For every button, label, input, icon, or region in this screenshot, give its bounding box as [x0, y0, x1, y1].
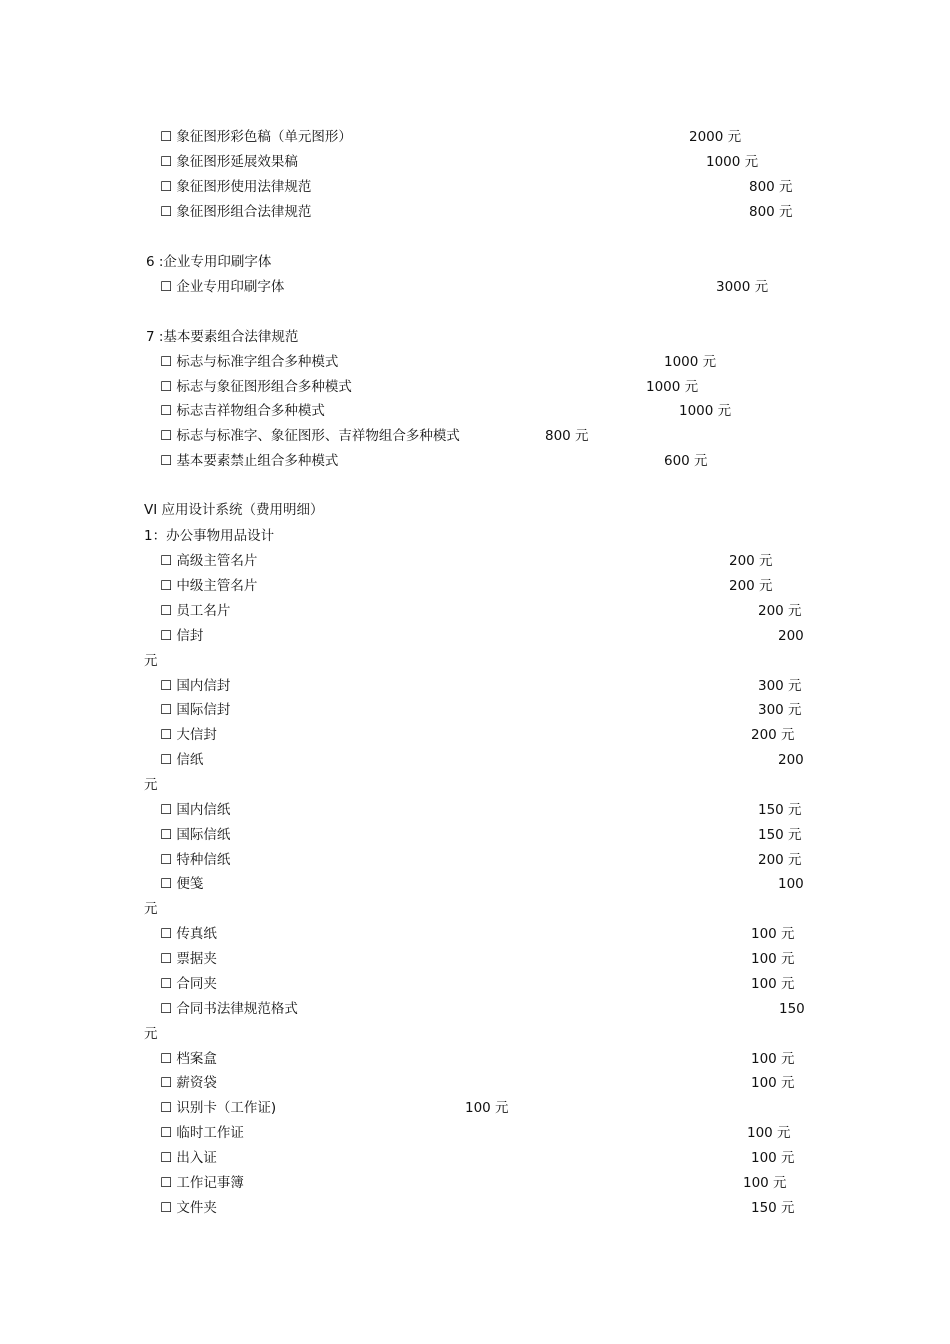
item-price: 1000 元 [664, 354, 717, 370]
item-price: 100 元 [751, 1075, 795, 1091]
item-label: ☐ 标志与标准字组合多种模式 [160, 354, 339, 370]
item-price: 200 元 [729, 578, 773, 594]
wrapped-unit: 元 [144, 901, 158, 917]
item-label: ☐ 档案盒 [160, 1051, 217, 1067]
item-price: 800 元 [749, 179, 793, 195]
item-label: ☐ 象征图形组合法律规范 [160, 204, 312, 220]
item-label: ☐ 高级主管名片 [160, 553, 258, 569]
item-price: 100 元 [751, 1051, 795, 1067]
item-label: ☐ 便笺 [160, 876, 204, 892]
item-price: 200 元 [751, 727, 795, 743]
item-label: ☐ 国际信纸 [160, 827, 231, 843]
item-price: 100 元 [751, 926, 795, 942]
item-label: ☐ 企业专用印刷字体 [160, 279, 285, 295]
item-label: ☐ 传真纸 [160, 926, 217, 942]
item-label: ☐ 合同夹 [160, 976, 217, 992]
item-price: 150 [779, 1001, 805, 1017]
item-label: ☐ 大信封 [160, 727, 217, 743]
item-price: 1000 元 [679, 403, 732, 419]
item-label: ☐ 象征图形延展效果稿 [160, 154, 298, 170]
item-label: ☐ 象征图形使用法律规范 [160, 179, 312, 195]
item-price: 100 [778, 876, 804, 892]
item-label: ☐ 识别卡（工作证) [160, 1100, 277, 1116]
section-heading: 6 :企业专用印刷字体 [146, 254, 272, 270]
item-price: 100 元 [751, 1150, 795, 1166]
item-label: ☐ 国内信封 [160, 678, 231, 694]
item-label: ☐ 标志与标准字、象征图形、吉祥物组合多种模式 [160, 428, 460, 444]
item-price: 150 元 [758, 802, 802, 818]
item-price: 3000 元 [716, 279, 769, 295]
item-price: 800 元 [545, 428, 589, 444]
item-label: ☐ 基本要素禁止组合多种模式 [160, 453, 339, 469]
item-label: ☐ 象征图形彩色稿（单元图形） [160, 129, 352, 145]
section-heading: 7 :基本要素组合法律规范 [146, 329, 299, 345]
wrapped-unit: 元 [144, 653, 158, 669]
item-price: 100 元 [747, 1125, 791, 1141]
item-price: 100 元 [751, 951, 795, 967]
item-label: ☐ 员工名片 [160, 603, 231, 619]
item-price: 2000 元 [689, 129, 742, 145]
item-price: 100 元 [743, 1175, 787, 1191]
item-label: ☐ 国际信封 [160, 702, 231, 718]
item-price: 150 元 [758, 827, 802, 843]
item-price: 100 元 [465, 1100, 509, 1116]
item-price: 600 元 [664, 453, 708, 469]
item-price: 200 [778, 752, 804, 768]
item-label: ☐ 合同书法律规范格式 [160, 1001, 298, 1017]
wrapped-unit: 元 [144, 1026, 158, 1042]
item-label: ☐ 信纸 [160, 752, 204, 768]
item-price: 200 元 [758, 852, 802, 868]
item-label: ☐ 标志与象征图形组合多种模式 [160, 379, 352, 395]
item-price: 100 元 [751, 976, 795, 992]
item-label: ☐ 出入证 [160, 1150, 217, 1166]
item-label: ☐ 标志吉祥物组合多种模式 [160, 403, 325, 419]
item-label: ☐ 信封 [160, 628, 204, 644]
item-price: 200 元 [729, 553, 773, 569]
vi-subheading: 1：办公事物用品设计 [144, 528, 275, 544]
item-price: 1000 元 [706, 154, 759, 170]
wrapped-unit: 元 [144, 777, 158, 793]
item-label: ☐ 薪资袋 [160, 1075, 217, 1091]
item-label: ☐ 中级主管名片 [160, 578, 258, 594]
item-label: ☐ 临时工作证 [160, 1125, 244, 1141]
item-label: ☐ 文件夹 [160, 1200, 217, 1216]
item-price: 800 元 [749, 204, 793, 220]
item-price: 1000 元 [646, 379, 699, 395]
vi-title: VI 应用设计系统（费用明细） [144, 502, 324, 518]
item-label: ☐ 票据夹 [160, 951, 217, 967]
item-label: ☐ 国内信纸 [160, 802, 231, 818]
item-price: 150 元 [751, 1200, 795, 1216]
item-price: 200 元 [758, 603, 802, 619]
item-price: 300 元 [758, 702, 802, 718]
item-price: 200 [778, 628, 804, 644]
item-price: 300 元 [758, 678, 802, 694]
item-label: ☐ 特种信纸 [160, 852, 231, 868]
item-label: ☐ 工作记事簿 [160, 1175, 244, 1191]
